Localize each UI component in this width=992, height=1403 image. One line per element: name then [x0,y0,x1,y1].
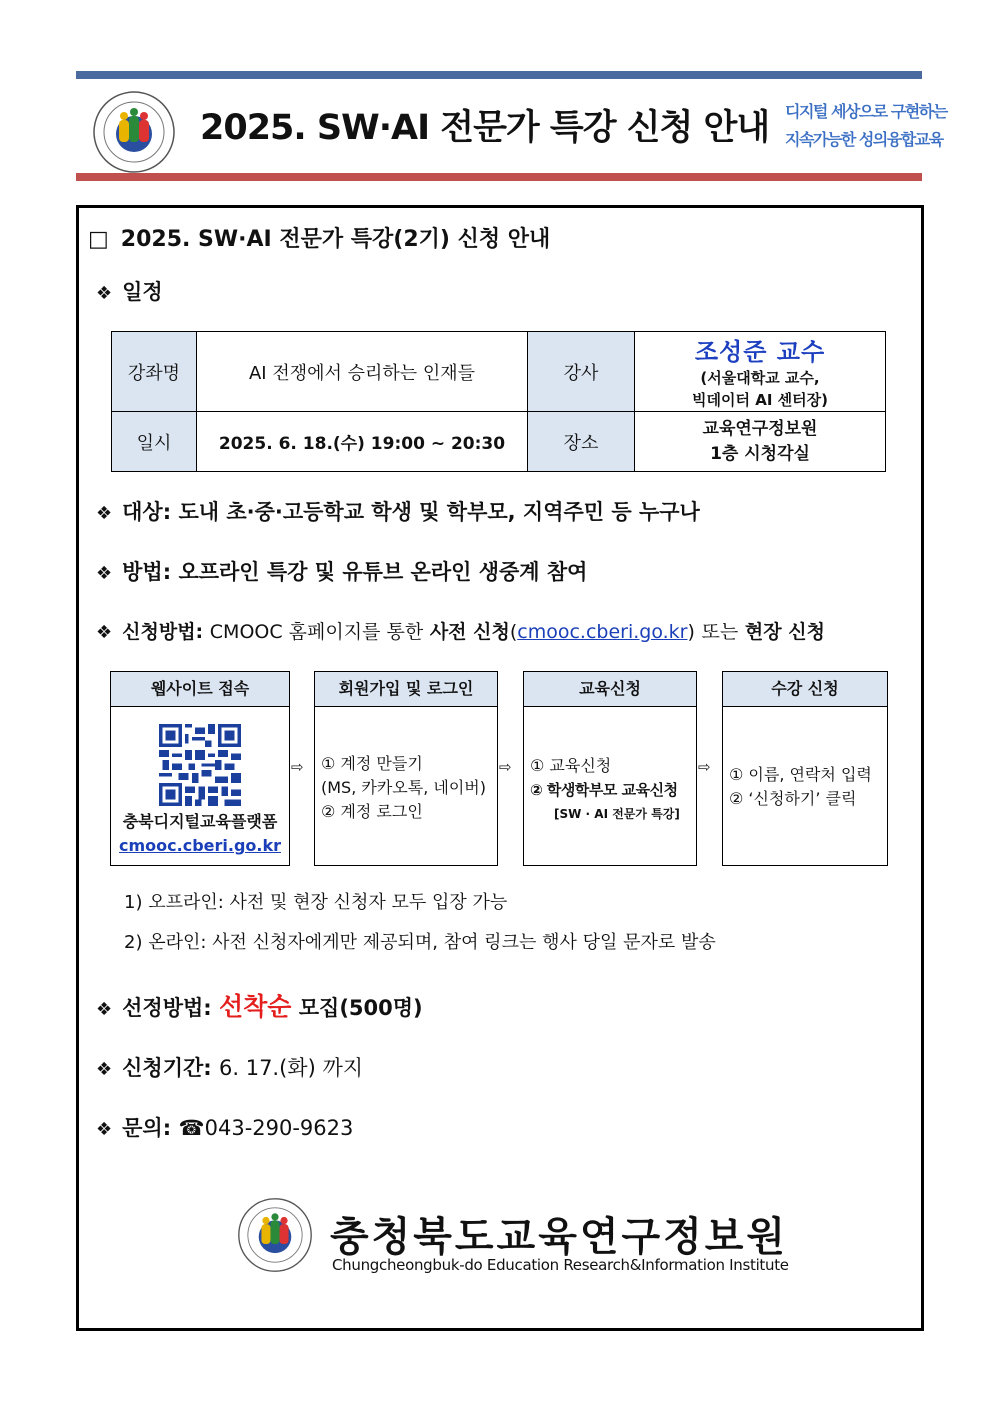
header-top-bar [76,71,922,79]
table-row [112,412,886,472]
step-title: 회원가입 및 로그인 [315,672,497,707]
note-online: 2) 온라인: 사전 신청자에게만 제공되며, 참여 링크는 행사 당일 문자로 발송 [124,932,716,953]
apply-or: 또는 [701,621,739,643]
target-item [96,496,700,526]
step-course-apply [523,671,697,866]
arrow-right-icon: ⇨ [499,758,512,776]
place-line-2: 1층 시청각실 [710,443,810,464]
slogan-line-1: 디지털 세상으로 구현하는 [785,102,947,121]
lecture-value: AI 전쟁에서 승리하는 인재들 [197,332,528,412]
bullet-icon: ❖ [96,503,113,524]
platform-link[interactable]: cmooc.cberi.go.kr [119,836,281,855]
section-title-text: 2025. SW·AI 전문가 특강(2기) 신청 안내 [120,227,551,252]
selection-item [96,987,423,1023]
footer-institute-name: 충청북도교육연구정보원 [330,1214,789,1260]
first-come-highlight: 선착순 [219,992,292,1021]
method-label: 방법: [122,560,172,584]
bullet-icon: ❖ [96,999,113,1020]
checkbox-icon: □ [88,227,109,252]
place-line-1: 교육연구정보원 [702,418,818,439]
slogan [785,98,947,154]
cmooc-link[interactable]: cmooc.cberi.go.kr [517,621,688,643]
step-title: 교육신청 [524,672,696,707]
bullet-icon: ❖ [96,283,113,304]
place-label: 장소 [528,412,635,472]
bullet-icon: ❖ [96,1119,113,1140]
selection-text: 모집(500명) [298,996,423,1020]
apply-text: CMOOC 홈페이지를 통한 [209,621,424,643]
speaker-affiliation-1: (서울대학교 교수, [700,369,820,387]
date-value: 2025. 6. 18.(수) 19:00 ~ 20:30 [197,412,528,472]
arrow-right-icon: ⇨ [291,758,304,776]
section-title [88,222,550,253]
period-text: 6. 17.(화) 까지 [219,1056,364,1080]
footer-institute-english: Chungcheongbuk-do Education Research&Information Institute [332,1256,789,1274]
contact-phone: 043-290-9623 [204,1116,354,1140]
step-website [110,671,290,866]
course-line-3: [SW · AI 전문가 특강] [554,807,680,821]
schedule-table [111,331,886,472]
method-text: 오프라인 특강 및 유튜브 온라인 생중계 참여 [178,560,588,584]
paren-open: ( [509,621,518,643]
slogan-line-2: 지속가능한 성의융합교육 [785,130,943,149]
platform-name: 충북디지털교육플랫폼 [122,812,278,831]
course-line-2: ② 학생학부모 교육신청 [530,781,678,799]
step-title: 수강 신청 [723,672,887,707]
institute-logo-icon [92,90,176,174]
signup-line-1: ① 계정 만들기 [321,754,423,773]
arrow-right-icon: ⇨ [698,758,711,776]
apply-onsite: 현장 신청 [744,621,825,643]
course-line-1: ① 교육신청 [530,756,612,775]
date-label: 일시 [112,412,197,472]
schedule-heading [96,276,163,306]
table-row [112,332,886,412]
period-item [96,1052,363,1082]
contact-label: 문의: [122,1116,172,1140]
page-title: 2025. SW·AI 전문가 특강 신청 안내 [200,108,770,148]
speaker-affiliation-2: 빅데이터 AI 센터장) [692,391,828,409]
speaker-label: 강사 [528,332,635,412]
method-item [96,556,587,586]
paren-close: ) [687,621,695,643]
step-enroll [722,671,888,866]
phone-icon: ☎ [178,1116,205,1140]
header-bottom-bar [76,173,922,181]
note-offline: 1) 오프라인: 사전 및 현장 신청자 모두 입장 가능 [124,892,508,913]
bullet-icon: ❖ [96,622,113,643]
step-title: 웹사이트 접속 [111,672,289,707]
selection-label: 선정방법: [122,996,212,1020]
speaker-cell [635,332,886,412]
schedule-label: 일정 [122,280,163,304]
speaker-name: 조성준 교수 [694,338,826,366]
apply-item [96,617,825,644]
signup-line-3: ② 계정 로그인 [321,802,423,821]
apply-label: 신청방법: [122,621,204,643]
lecture-label: 강좌명 [112,332,197,412]
place-cell [635,412,886,472]
contact-item [96,1112,353,1142]
signup-line-2: (MS, 카카오톡, 네이버) [321,778,486,797]
bullet-icon: ❖ [96,1059,113,1080]
step-signup [314,671,498,866]
period-label: 신청기간: [122,1056,212,1080]
qr-code-icon [159,724,241,806]
footer-logo-icon [237,1197,313,1273]
target-label: 대상: [122,500,172,524]
bullet-icon: ❖ [96,563,113,584]
enroll-line-1: ① 이름, 연락처 입력 [729,765,872,784]
enroll-line-2: ② ‘신청하기’ 클릭 [729,789,857,808]
target-text: 도내 초·중·고등학교 학생 및 학부모, 지역주민 등 누구나 [178,500,700,524]
apply-pre-registration: 사전 신청 [429,621,510,643]
